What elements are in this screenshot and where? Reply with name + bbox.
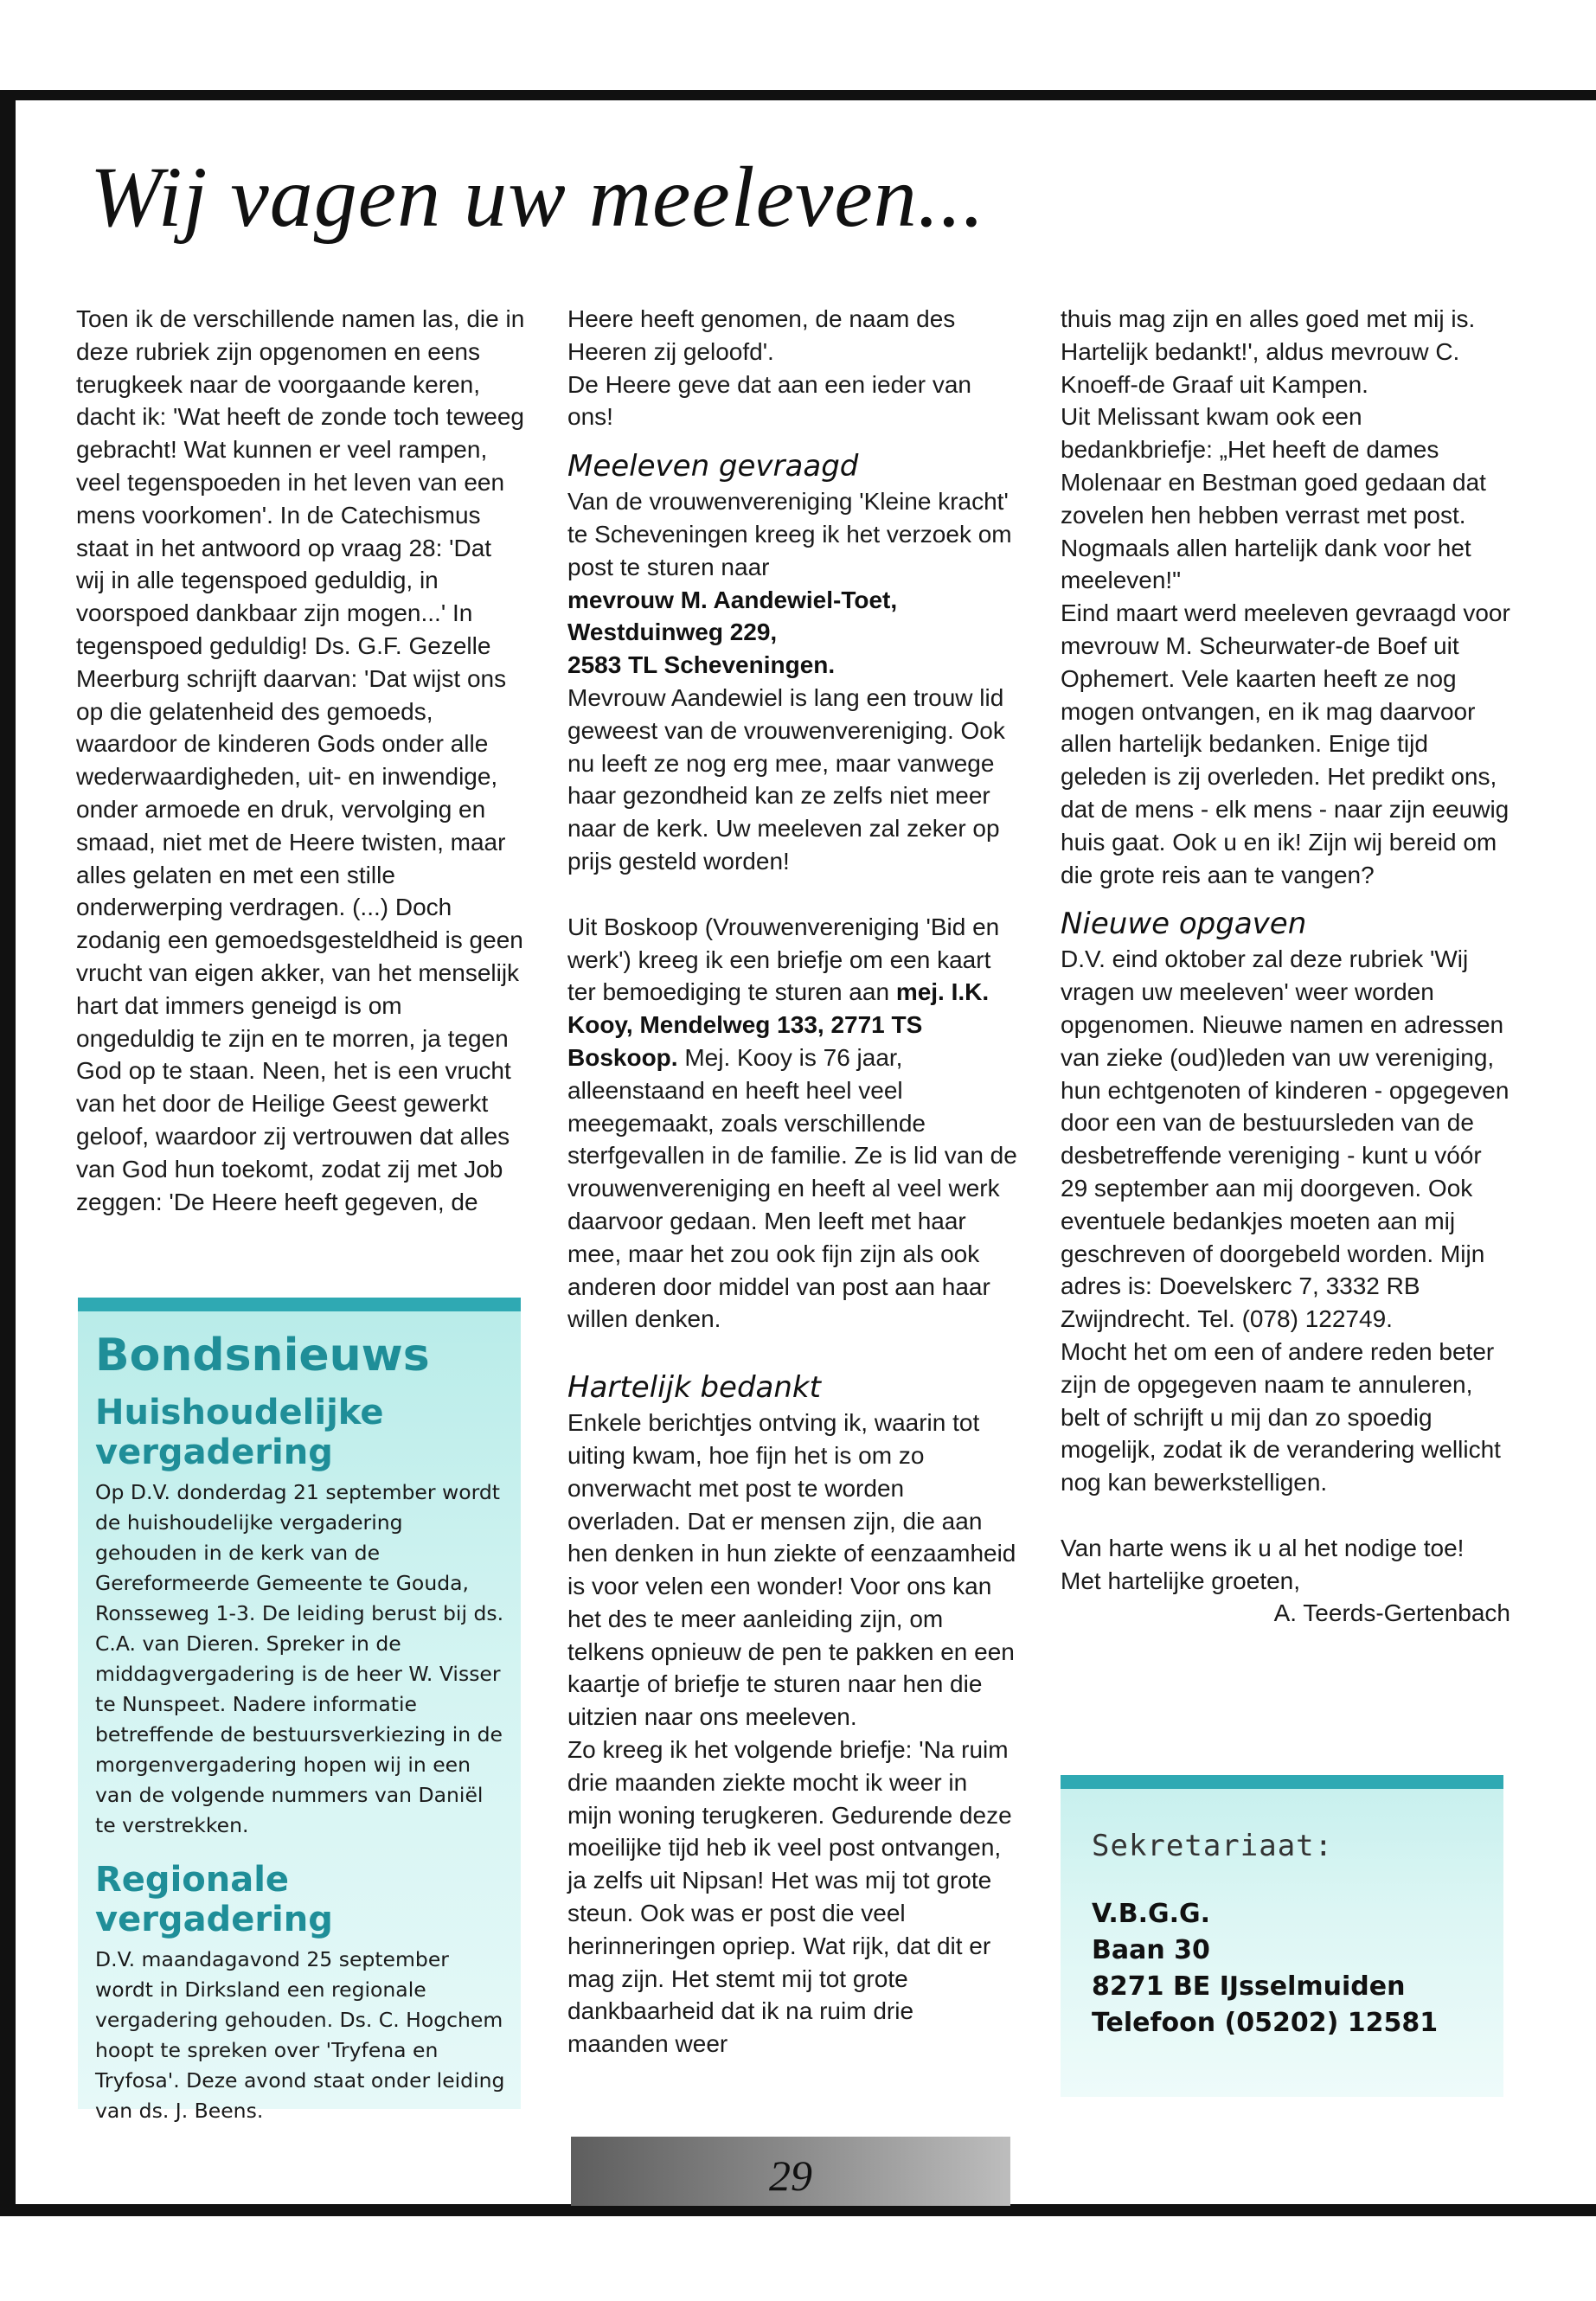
sekretariaat-name: V.B.G.G.: [1092, 1899, 1211, 1929]
column-3-text-1: thuis mag zijn en alles goed met mij is. Hartelijk bedankt!', aldus mevrouw C. Knoeff-de Graaf uit Kampen.: [1061, 305, 1476, 398]
signature: A. Teerds-Gertenbach: [1273, 1599, 1510, 1627]
column-1: [76, 303, 526, 1218]
huishoudelijke-text: Op D.V. donderdag 21 september wordt de huishoudelijke vergadering gehouden in de kerk van de Gereformeerde Gemeente te Gouda, Ronsseweg 1-3. De leiding berust bij ds. C.A. van Dieren. Spreker in de middagvergadering is de heer W. Visser te Nunspeet. Nadere informatie betreffende de bestuursverkiezing in de morgenvergadering hopen wij in een van de volgende nummers van Daniël te verstrekken.: [95, 1480, 504, 1837]
closing-2: Met hartelijke groeten,: [1061, 1567, 1301, 1594]
sekretariaat-phone: Telefoon (05202) 12581: [1092, 2008, 1439, 2038]
closing-1: Van harte wens ik u al het nodige toe!: [1061, 1534, 1465, 1561]
page-number-box: [571, 2137, 1010, 2206]
left-border: [0, 90, 16, 2214]
address-line-2: Westduinweg 229,: [567, 619, 778, 646]
meeleven-text-2: Mevrouw Aandewiel is lang een trouw lid geweest van de vrouwenvereniging. Ook nu leeft ze nog erg mee, maar vanwege haar gezondheid kan ze zelfs niet meer naar de kerk. Uw meeleven zal zeker op prijs gesteld worden!: [567, 683, 1005, 875]
column-1-paragraph: Toen ik de verschillende namen las, die in deze rubriek zijn opgenomen en eens terugkeek naar de voorgaande keren, dacht ik: 'Wat heeft de zonde toch teweeg gebracht! Wat kunnen er veel rampen, veel tegenspoeden in het leven van een mens voorkomen'. In de Catechismus staat in het antwoord op vraag 28: 'Dat wij in alle tegenspoed geduldig, in voorspoed dankbaar zijn mogen...' In tegenspoed geduldig! Ds. G.F. Gezelle Meerburg schrijft daarvan: 'Dat wijst ons op die gelatenheid des gemoeds, waardoor de kinderen Gods onder alle wederwaardigheden, uit- en inwendige, onder armoede en druk, vervolging en smaad, niet met de Heere twisten, maar alles gelaten en met een stille onderwerping verdragen. (...) Doch zodanig een gemoedsgesteldheid is geen vrucht van eigen akker, van het menselijk hart dat immers geneigd is om ongeduldig te zijn en te morren, ja tegen God op te staan. Neen, het is een vrucht van het door de Heilige Geest gewerkt geloof, waardoor zij vertrouwen dat alles van God hun toekomt, zodat zij met Job zeggen: 'De Heere heeft gegeven, de: [76, 305, 525, 1215]
meeleven-text-1: Van de vrouwenvereniging 'Kleine kracht' te Scheveningen kreeg ik het verzoek om post te sturen naar: [567, 488, 1012, 580]
meeleven-text-3: [567, 911, 1017, 1336]
bedankt-text-1: Enkele berichtjes ontving ik, waarin tot uiting kwam, hoe fijn het is om zo onverwacht met post te worden overladen. Dat er mensen zijn, die aan hen denken in hun ziekte of eenzaamheid is voor velen een wonder! Voor ons kan het des te meer aanleiding zijn, om telkens opnieuw de pen te pakken en een kaartje of briefje te sturen naar hen die uitzien naar ons meeleven.: [567, 1409, 1016, 1731]
address-line-1: mevrouw M. Aandewiel-Toet,: [567, 586, 898, 613]
meeleven-text-3-lead: Uit Boskoop (Vrouwenvereniging 'Bid en werk') kreeg ik een briefje om een kaart ter bemoediging te sturen aan: [567, 913, 1000, 1006]
meeleven-text-4: Mej. Kooy is 76 jaar, alleenstaand en heeft heel veel meegemaakt, zoals verschillende sterfgevallen in de familie. Ze is lid van de vrouwenvereniging en heeft al veel werk daarvoor gedaan. Men leeft met haar mee, maar het zou ook fijn zijn als ook anderen door middel van post aan haar willen denken.: [567, 1043, 1017, 1333]
bedankt-text-2: Zo kreeg ik het volgende briefje: 'Na ruim drie maanden ziekte mocht ik weer in mijn woning terugkeren. Gedurende deze moeilijke tijd heb ik veel post ontvangen, ja zelfs uit Nipsan! Het was mij tot grote steun. Ook was er post die veel herinneringen opriep. Wat rijk, dat dit er mag zijn. Het stemt mij tot grote dankbaarheid dat ik na ruim drie maanden weer: [567, 1736, 1012, 2058]
huishoudelijke-heading: Huishoudelijke vergadering: [95, 1393, 384, 1472]
address-line-3: 2583 TL Scheveningen.: [567, 651, 836, 679]
address-kooy: mej. I.K. Kooy, Mendelweg 133, 2771 TS Boskoop.: [567, 978, 990, 1071]
nieuwe-text-1: D.V. eind oktober zal deze rubriek 'Wij vragen uw meeleven' weer worden opgenomen. Nieuwe namen en adressen van zieke (oud)leden van uw vereniging, hun echtgenoten of kinderen - opgegeven door een van de bestuursleden van de desbetreffende vereniging - kunt u vóór 29 september aan mij doorgeven. Ook eventuele bedankjes moeten aan mij geschreven of doorgebeld worden. Mijn adres is: Doevelskerc 7, 3332 RB Zwijndrecht. Tel. (078) 122749.: [1061, 945, 1509, 1333]
sekretariaat-city: 8271 BE IJsselmuiden: [1092, 1971, 1406, 2002]
page-title: Wij vagen uw meeleven...: [90, 149, 985, 245]
heading-nieuwe-opgaven: Nieuwe opgaven: [1061, 907, 1307, 942]
nieuwe-text-2: Mocht het om een of andere reden beter zijn de opgegeven naam te annuleren, belt of schrijft u mij dan zo spoedig mogelijk, zodat ik de verandering wellicht nog kan bewerkstelligen.: [1061, 1337, 1501, 1497]
top-border: [0, 90, 1596, 100]
column-3: [1061, 303, 1510, 1630]
column-2: [567, 303, 1017, 2061]
column-2-intro: Heere heeft genomen, de naam des Heeren zij geloofd'.: [567, 305, 956, 365]
bondsnieuws-box: [78, 1298, 521, 2123]
column-3-text-3: Eind maart werd meeleven gevraagd voor mevrouw M. Scheurwater-de Boef uit Ophemert. Vele kaarten heeft ze nog mogen ontvangen, en ik mag daarvoor allen hartelijk bedanken. Enige tijd geleden is zij overleden. Het predikt ons, dat de mens - elk mens - naar zijn eeuwig huis gaat. Ook u en ik! Zijn wij bereid om die grote reis aan te vangen?: [1061, 599, 1510, 888]
heading-meeleven-gevraagd: Meeleven gevraagd: [567, 449, 859, 484]
regionale-text: D.V. maandagavond 25 september wordt in Dirksland een regionale vergadering gehouden. Ds. C. Hogchem hoopt te spreken over 'Tryfena en Tryfosa'. Deze avond staat onder leiding van ds. J. Beens.: [95, 1947, 505, 2123]
page-number: 29: [769, 2151, 812, 2200]
column-2-intro-2: De Heere geve dat aan een ieder van ons!: [567, 370, 971, 431]
regionale-heading: Regionale vergadering: [95, 1860, 333, 1939]
sekretariaat-box: [1061, 1775, 1503, 2097]
sekretariaat-heading: Sekretariaat:: [1092, 1829, 1334, 1863]
bottom-border: [0, 2204, 1596, 2216]
column-3-text-2: Uit Melissant kwam ook een bedankbriefje: „Het heeft de dames Molenaar en Bestman goed gedaan dat zovelen hen hebben verrast met post. Nogmaals allen hartelijk dank voor het meeleven!": [1061, 403, 1486, 594]
heading-hartelijk-bedankt: Hartelijk bedankt: [567, 1370, 821, 1406]
sekretariaat-street: Baan 30: [1092, 1935, 1210, 1965]
bondsnieuws-title: Bondsnieuws: [95, 1330, 430, 1381]
